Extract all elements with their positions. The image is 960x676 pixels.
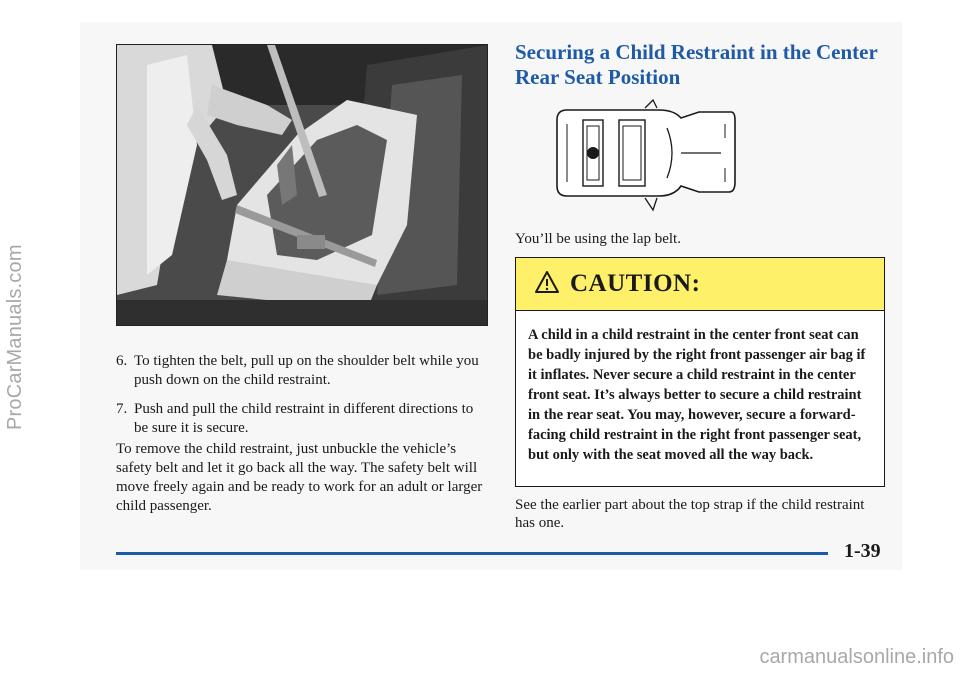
child-seat-photo <box>116 44 488 326</box>
section-heading: Securing a Child Restraint in the Center Rear Seat Position <box>515 40 878 89</box>
top-strap-note: See the earlier part about the top strap if the child restraint has one. <box>515 497 865 531</box>
step-text: Push and pull the child restraint in different directions to be sure it is secure. <box>134 401 474 436</box>
step-number: 6. <box>116 353 128 369</box>
caution-text: A child in a child restraint in the center front seat can be badly injured by the right front passenger air bag if it inflates. Never secure a child restraint in the center front seat. It’s always better to secure a child restraint in the rear seat. You may, however, secure a forward-facing child restraint in the right front passenger seat, but only with the seat moved all the way back. <box>528 327 866 463</box>
warning-triangle-icon <box>534 270 560 299</box>
side-watermark: ProCarManuals.com <box>4 244 26 430</box>
bottom-watermark: carmanualsonline.info <box>759 646 954 668</box>
footer-rule <box>116 552 828 555</box>
step-item <box>104 352 484 390</box>
step-number: 7. <box>116 401 128 417</box>
step-text: To tighten the belt, pull up on the shoulder belt while you push down on the child restraint. <box>134 353 479 388</box>
vehicle-seat-diagram <box>549 98 737 214</box>
instruction-steps <box>104 352 484 448</box>
lap-belt-note: You’ll be using the lap belt. <box>515 231 681 247</box>
step-item <box>104 400 484 438</box>
caution-box <box>515 257 885 487</box>
caution-title: CAUTION: <box>570 270 701 297</box>
page-number: 1-39 <box>844 540 881 562</box>
caution-header <box>516 258 884 311</box>
remove-restraint-paragraph: To remove the child restraint, just unbuckle the vehicle’s safety belt and let it go back all the way. The safety belt will move freely again and be ready to work for an adult or larger child passenger. <box>116 441 483 514</box>
